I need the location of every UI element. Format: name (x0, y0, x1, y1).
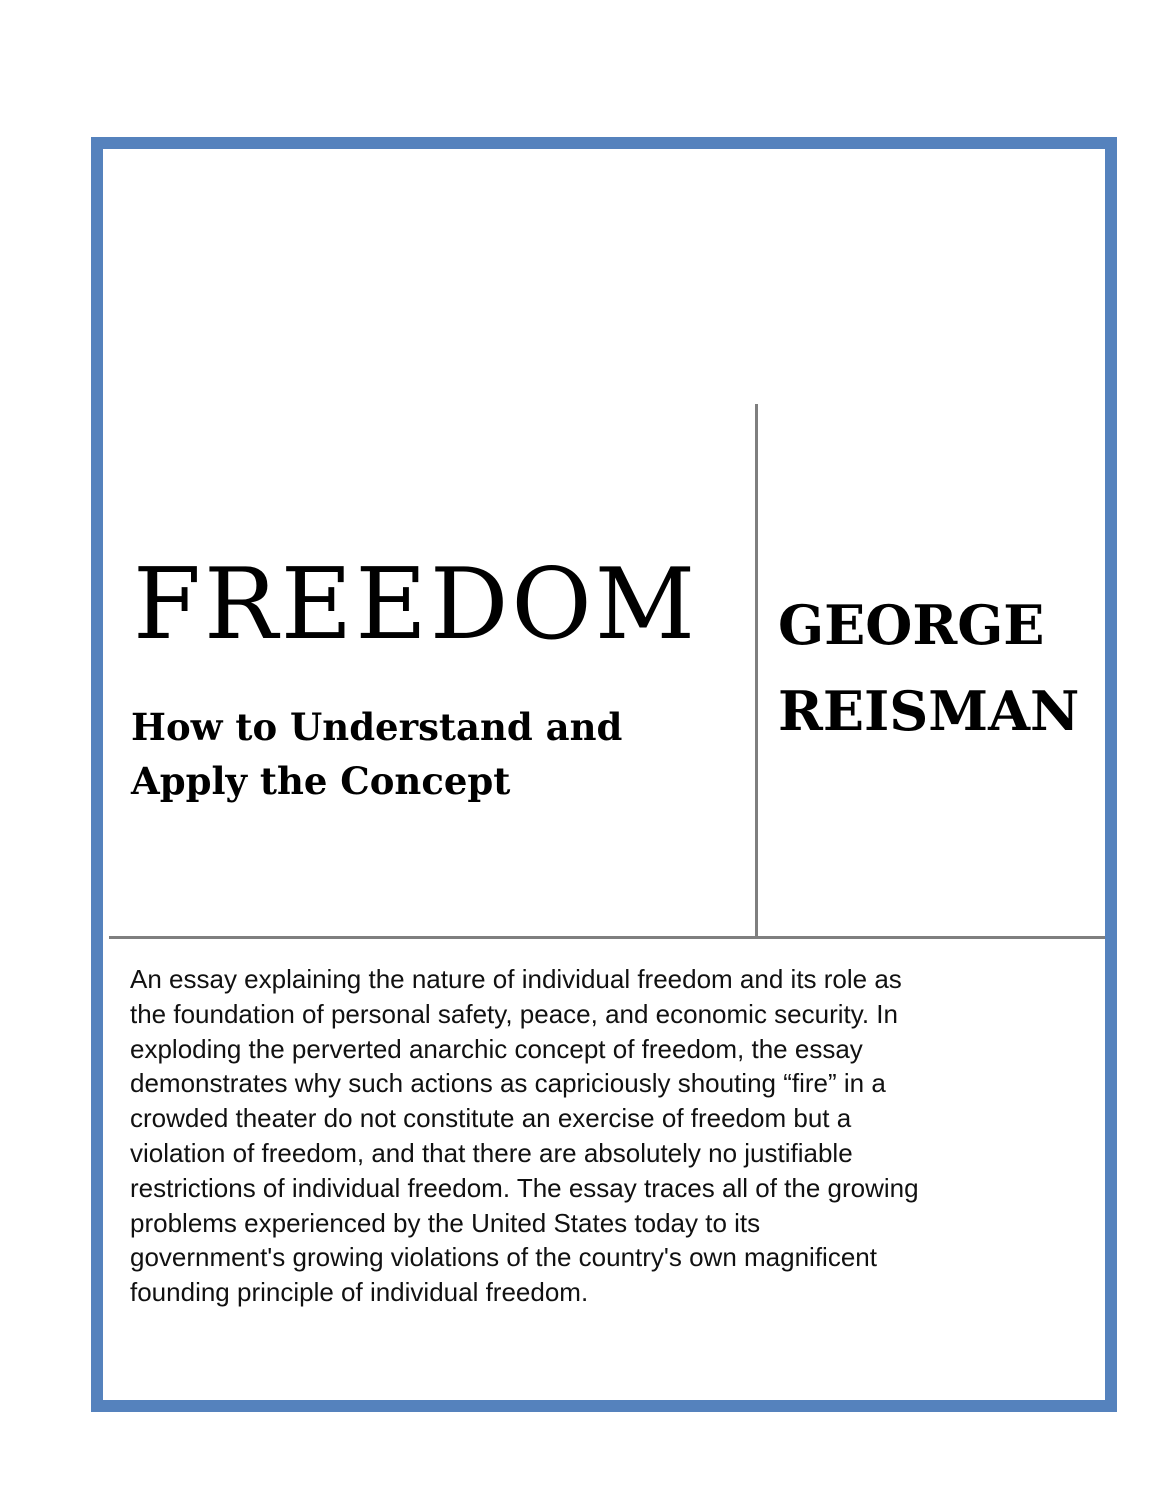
book-title: FREEDOM (133, 548, 699, 662)
book-subtitle: How to Understand and Apply the Concept (131, 705, 623, 803)
author-last-name: REISMAN (778, 679, 1080, 743)
author-first-name: GEORGE (778, 593, 1045, 657)
vertical-divider (755, 404, 758, 936)
book-description: An essay explaining the nature of individual freedom and its role as the foundation of personal safety, peace, and economic security. In exploding the perverted anarchic concept of freedom, the essay demonstrates why such actions as capriciously shouting “fire” in a crowded theater do not constitute an exercise of freedom but a violation of freedom, and that there are absolutely no justifiable restrictions of individual freedom. The essay traces all of the growing problems experienced by the United States today to its government's growing violations of the country's own magnificent founding principle of individual freedom. (130, 964, 919, 1308)
horizontal-divider (109, 936, 1105, 939)
